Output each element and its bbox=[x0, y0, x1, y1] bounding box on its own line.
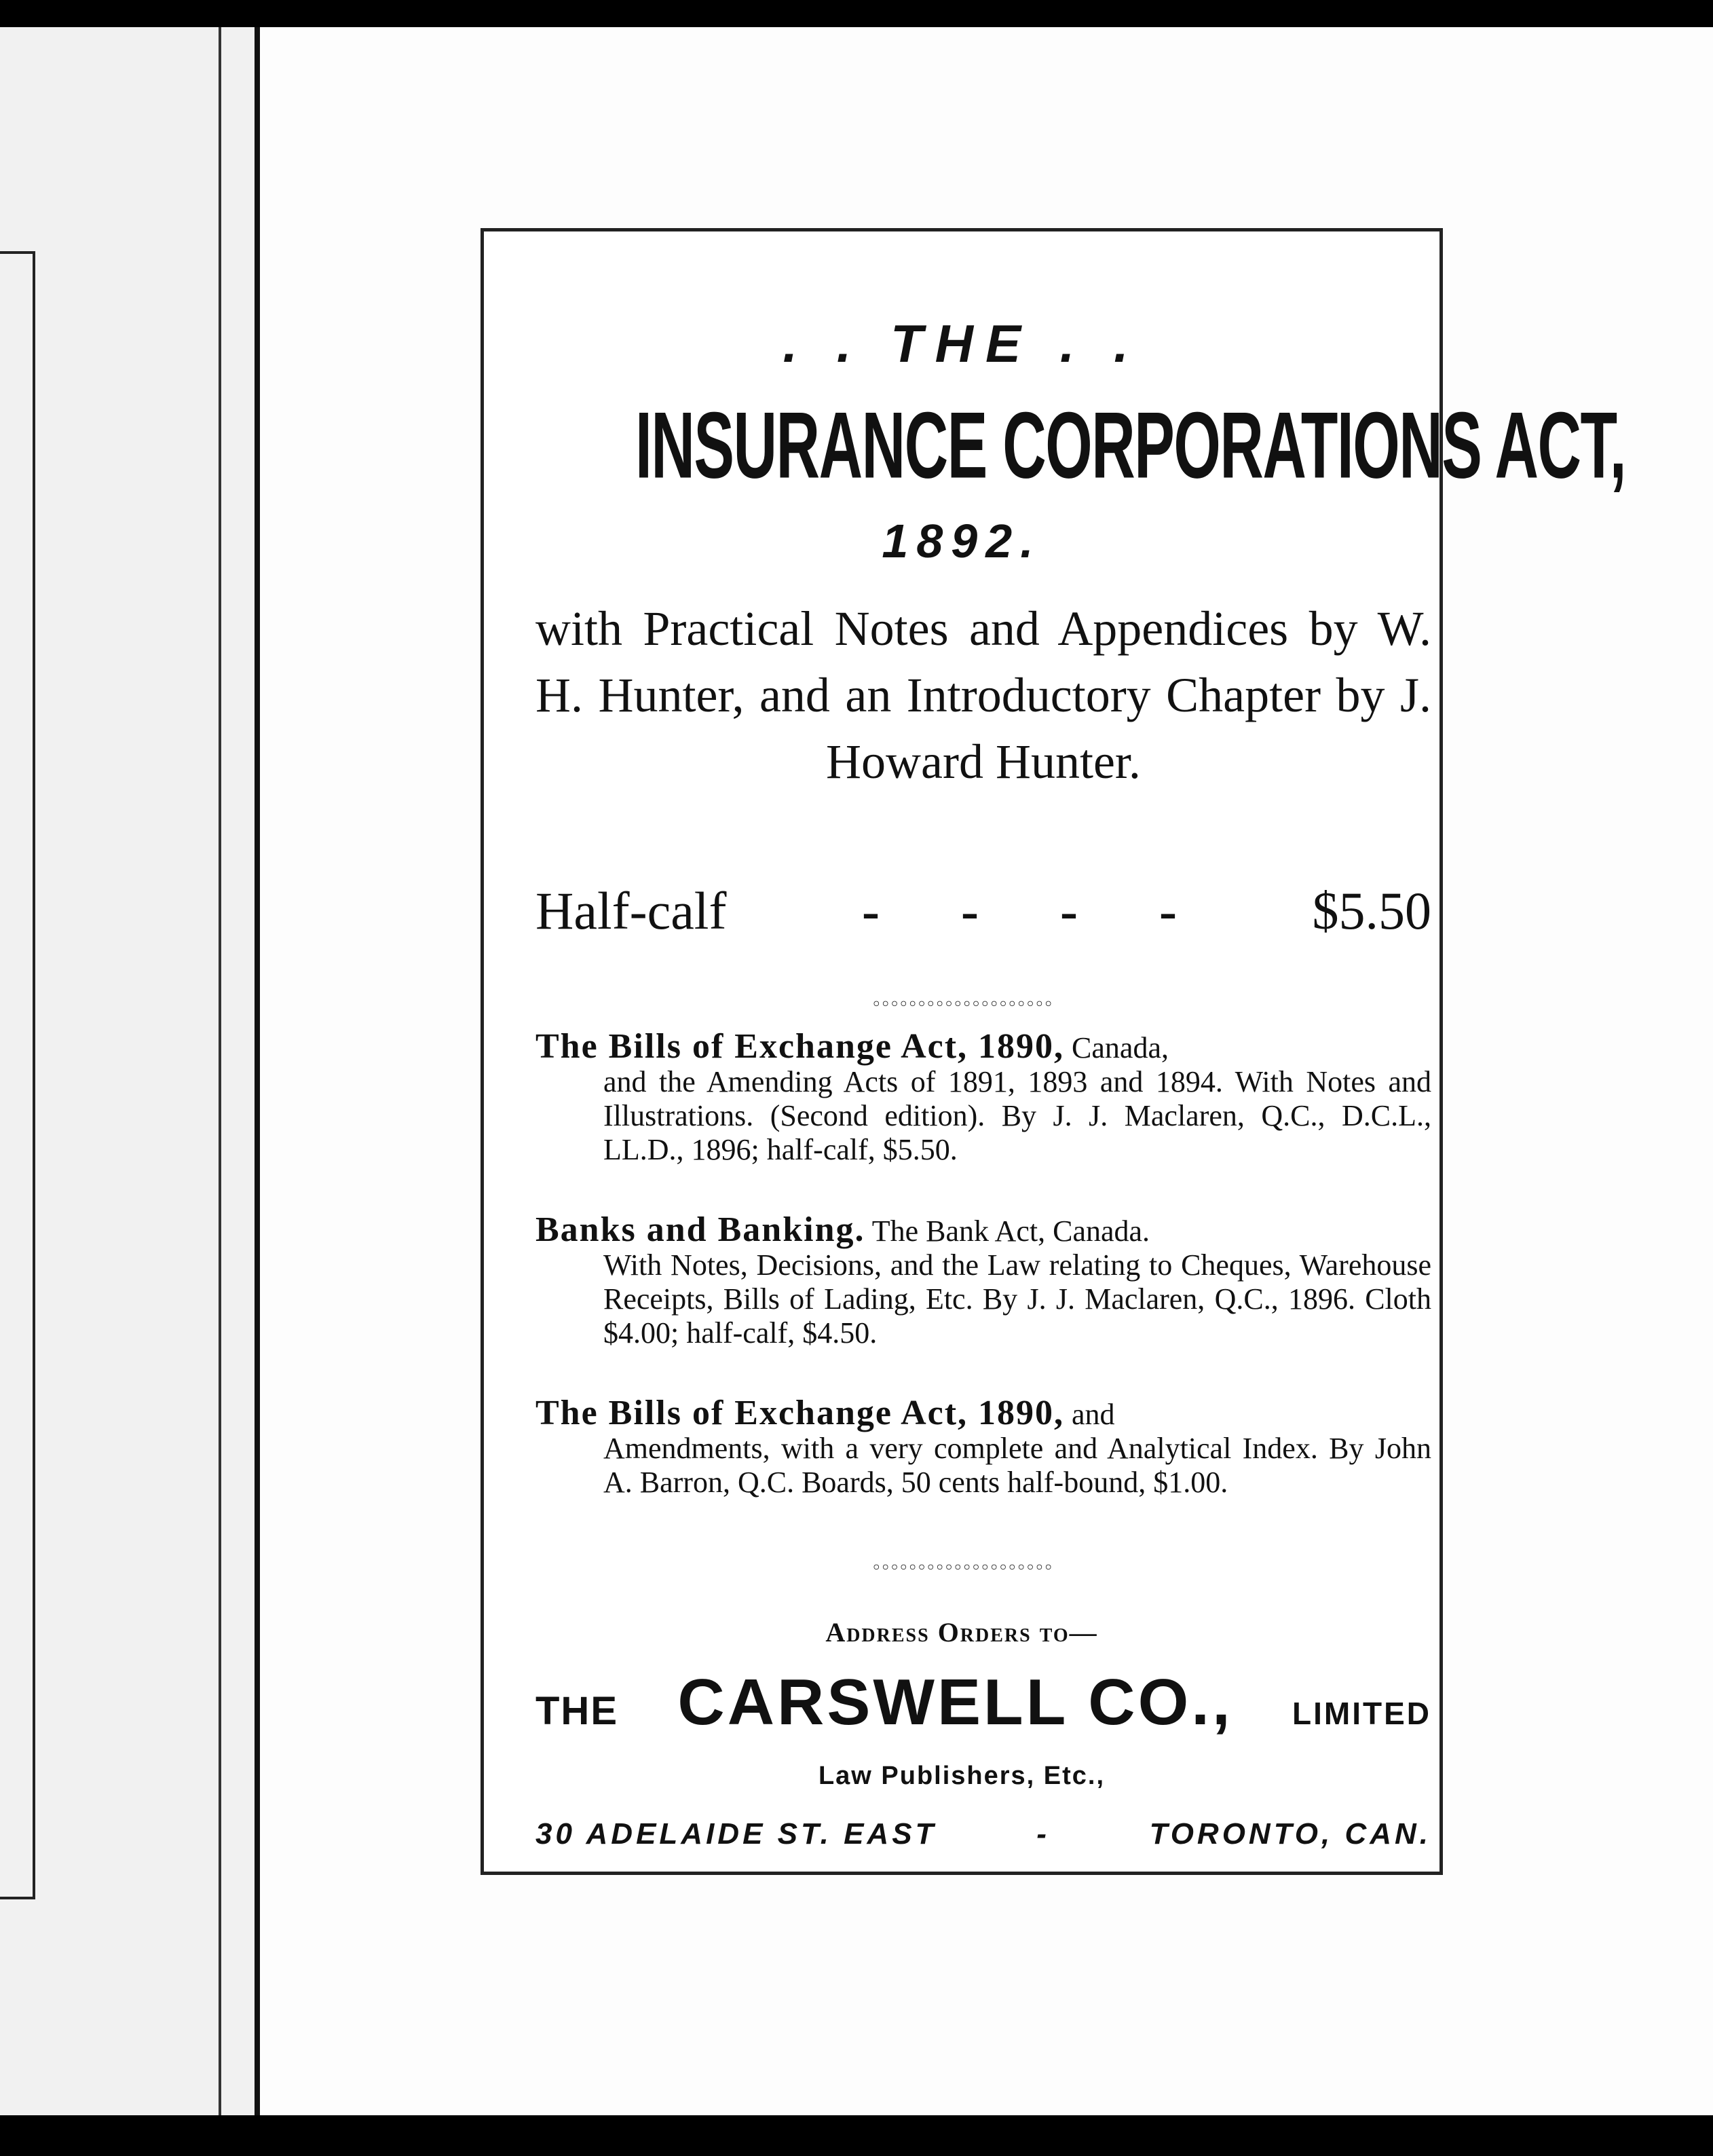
address-separator: - bbox=[1036, 1817, 1050, 1851]
ornament-divider: ◦◦◦◦◦◦◦◦◦◦◦◦◦◦◦◦◦◦◦◦ bbox=[871, 1558, 1053, 1578]
dash: - bbox=[1059, 881, 1078, 940]
listing-body: and the Amending Acts of 1891, 1893 and 1894. With Notes and Illustrations. (Second edition). By J. J. Maclaren, Q.C., D.C.L., LL.D., 1896; half-calf, $5.50. bbox=[603, 1065, 1431, 1166]
publisher-limited: LIMITED bbox=[1292, 1696, 1431, 1731]
ornament-divider: ◦◦◦◦◦◦◦◦◦◦◦◦◦◦◦◦◦◦◦◦ bbox=[871, 995, 1053, 1015]
listing-title-suffix: and bbox=[1064, 1398, 1115, 1431]
facing-page-rule bbox=[0, 251, 35, 1899]
listing-bills-of-exchange-barron bbox=[535, 1396, 1431, 1500]
listing-first-line bbox=[535, 1027, 1431, 1066]
publisher-company: CARSWELL CO., bbox=[677, 1666, 1233, 1739]
street-address: 30 ADELAIDE ST. EAST bbox=[535, 1817, 937, 1851]
dash: - bbox=[1159, 881, 1177, 940]
listing-bills-of-exchange-maclaren bbox=[535, 1027, 1431, 1167]
price-dashes bbox=[862, 880, 1177, 942]
listing-first-line bbox=[535, 1396, 1431, 1432]
dash: - bbox=[961, 881, 979, 940]
book-title: INSURANCE CORPORATIONS ACT, bbox=[635, 393, 1626, 498]
listing-body: With Notes, Decisions, and the Law relating to Cheques, Warehouse Receipts, Bills of Lading, Etc. By J. J. Maclaren, Q.C., 1896. Cloth $4.00; half-calf, $4.50. bbox=[603, 1248, 1431, 1350]
price-line bbox=[535, 880, 1431, 942]
listing-title: Banks and Banking. bbox=[535, 1210, 865, 1249]
publisher-address bbox=[535, 1817, 1431, 1851]
page-gutter bbox=[219, 27, 221, 2115]
dash: - bbox=[862, 881, 880, 940]
scan-border-bottom bbox=[0, 2115, 1713, 2156]
binding-label: Half-calf bbox=[535, 881, 727, 940]
publisher-name bbox=[535, 1665, 1431, 1740]
book-description: with Practical Notes and Appendices by W. H. Hunter, and an Introductory Chapter by J. Howard Hunter. bbox=[535, 601, 1431, 789]
address-orders-label: Address Orders to— bbox=[825, 1617, 1098, 1648]
listing-title: The Bills of Exchange Act, 1890, bbox=[535, 1027, 1065, 1066]
listing-banks-and-banking bbox=[535, 1210, 1431, 1350]
book-year: 1892. bbox=[882, 515, 1042, 568]
advertisement-frame bbox=[481, 228, 1626, 1875]
listing-title: The Bills of Exchange Act, 1890, bbox=[535, 1394, 1065, 1432]
advertisement-body bbox=[508, 256, 1626, 1851]
city: TORONTO, CAN. bbox=[1149, 1817, 1431, 1851]
listing-title-suffix: Canada, bbox=[1064, 1031, 1169, 1064]
price-value: $5.50 bbox=[1312, 881, 1431, 940]
listing-first-line bbox=[535, 1210, 1431, 1249]
heading-the: . . THE . . bbox=[783, 314, 1141, 373]
scan-border-top bbox=[0, 0, 1713, 27]
publisher-tagline: Law Publishers, Etc., bbox=[818, 1762, 1106, 1790]
listing-body: Amendments, with a very complete and Analytical Index. By John A. Barron, Q.C. Boards, 50 cents half-bound, $1.00. bbox=[603, 1432, 1431, 1499]
listing-title-suffix: The Bank Act, Canada. bbox=[865, 1214, 1150, 1248]
publisher-the: THE bbox=[535, 1689, 618, 1733]
